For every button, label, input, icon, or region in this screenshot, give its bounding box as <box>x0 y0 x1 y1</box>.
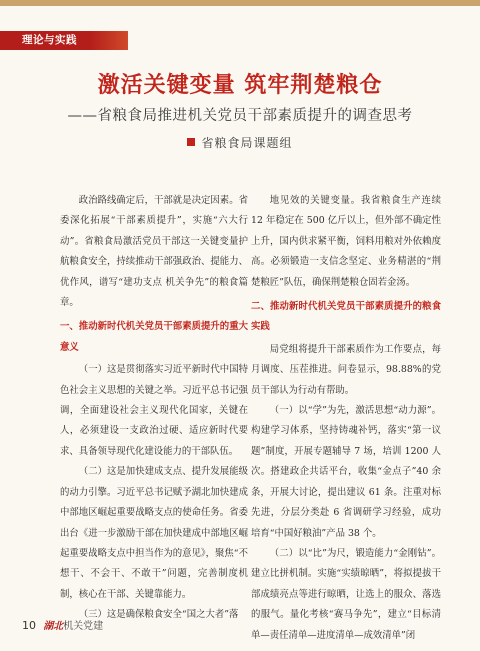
section-tag: 理论与实践 <box>0 31 128 50</box>
article-subtitle: ——省粮食局推进机关党员干部素质提升的调查思考 <box>67 108 413 124</box>
paragraph: （一）以“学”为先，激活思想“动力源”。构建学习体系，坚持铸魂补钙，落实“第一议题”制度，开展专题辅导 7 场，培训 1200 人次。搭建政企共话平台，收集“金点子”40 余条，开展大讨论，提出建议 61 条。注重对标先进，分层分类赴 6 省调研学习经验，成功培育“中国好粮油”产品 38 个。 <box>251 405 441 539</box>
page-number: 10 <box>22 619 36 632</box>
paragraph: 局党组将提升干部素质作为工作要点，每月调度、压茬推进。问卷显示，98.88%的党员干部认为行动有帮助。 <box>251 343 441 396</box>
author-name: 省粮食局课题组 <box>201 136 293 150</box>
left-column <box>60 191 248 626</box>
magazine-name: 机关党建 <box>63 621 104 632</box>
square-bullet-icon <box>187 138 195 146</box>
paragraph: （二）以“比”为尺，锻造能力“金刚钻”。建立比拼机制。实施“实绩晾晒”，将拟提拔干部成绩亮点等进行晾晒，让选上的服众、落选的服气。量化考核“赛马争先”，建立“目标清单—责任清单—进度清单—成效清单”闭 <box>251 547 441 641</box>
paragraph: （二）这是加快建成支点、提升发展能级的动力引擎。习近平总书记赋予湖北加快建成中部地区崛起重要战略支点的使命任务。省委出台《进一步激励干部在加快建成中部地区崛起重要战略支点中担当作为的意见》，聚焦“不想干、不会干、不敢干”问题，完善制度机制，核心在干部、关键靠能力。 <box>60 466 248 600</box>
right-column <box>251 191 441 646</box>
author-line <box>0 134 480 151</box>
paragraph: （一）这是贯彻落实习近平新时代中国特色社会主义思想的关键之举。习近平总书记强调，全面建设社会主义现代化国家，关键在人，必须建设一支政治过硬、适应新时代要求、具备领导现代化建设能力的干部队伍。 <box>60 364 248 457</box>
top-decorative-rule <box>0 0 480 6</box>
section-heading: 一、推动新时代机关党员干部素质提升的重大意义 <box>60 321 248 353</box>
paragraph: 政治路线确定后，干部就是决定因素。省委深化拓展“干部素质提升”，实施“六大行动”。省粮食局激活党员干部这一关键变量护航粮食安全，持续推动干部强政治、提能力、优作风，谱写“建功支点 机关争先”的粮食篇章。 <box>60 195 248 309</box>
page-footer <box>22 617 103 632</box>
paragraph: 地见效的关键变量。我省粮食生产连续 12 年稳定在 500 亿斤以上，但外部不确定性上升，国内供求紧平衡，饲料用粮对外依赖度高。必须锻造一支信念坚定、业务精湛的“荆楚粮匠”队伍，确保荆楚粮仓固若金汤。 <box>251 195 441 288</box>
section-heading: 二、推动新时代机关党员干部素质提升的粮食实践 <box>251 301 441 333</box>
paragraph: （三）这是确保粮食安全“国之大者”落 <box>78 609 239 621</box>
magazine-logo: 湖北 <box>43 621 64 632</box>
article-title: 激活关键变量 筑牢荆楚粮仓 <box>97 73 383 98</box>
